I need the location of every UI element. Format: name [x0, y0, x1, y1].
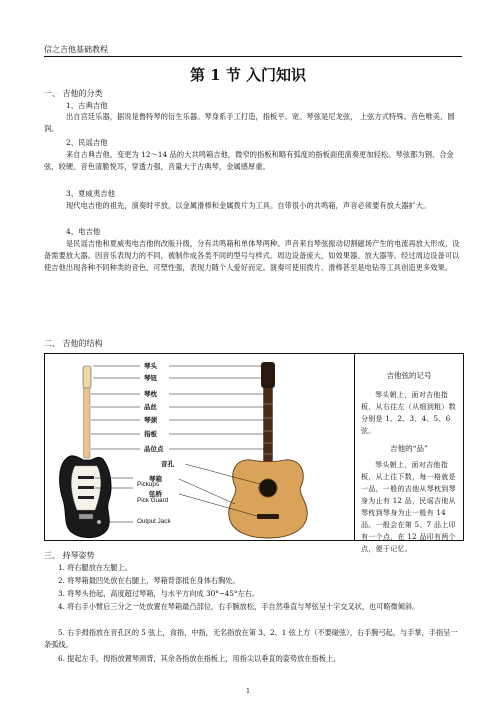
label-neck: 琴颈: [144, 416, 157, 424]
label-sound-hole: 音孔: [161, 460, 174, 468]
label-pick-guard: Pick Guard: [137, 497, 169, 504]
section-2-heading: 二、 吉他的结构: [44, 339, 103, 348]
string-notation-title: 吉他弦的记号: [386, 371, 432, 380]
item-classical-text: 出自宫廷乐器，据说是鲁特琴的衍生乐器。琴身系手工打造，指板平、宽。琴弦是尼龙弦， 上弦方式特殊。音色唯美、圆润。: [44, 112, 455, 133]
page-number: 1: [246, 688, 250, 695]
item-electric-heading: 4、电吉他: [66, 227, 101, 236]
label-bridge: 弦桥: [149, 490, 162, 498]
label-pickups: Pickups: [137, 481, 160, 488]
page-title: 第 1 节 入门知识: [189, 66, 307, 84]
step-1: 1. 将右腿放在左腿上。: [58, 563, 132, 572]
item-electric-text: 是民谣吉他和夏威夷电吉他的改版升级，分有共鸣箱和单体琴两种。声音来自琴弦振动切割磁场产生的电流再放大形成，设备需要放大器。因音乐表现力的不同，被制作成各类不同的型号与样式。周边设备庞大，如效果器、放大器等。经过周边设备可以使吉他出现各种不同种类的音色，可塑性强，表现力随个人爱好而定。演奏可使用拨片、滑棒甚至是电钻等工具创造更多效果。: [44, 239, 460, 272]
guitar-illustration: [45, 354, 354, 540]
label-body: 琴箱: [149, 475, 162, 483]
fret-notation-title: 吉他的“品”: [390, 444, 428, 453]
label-headstock: 琴头: [144, 362, 157, 370]
label-tuners: 琴钮: [144, 374, 157, 382]
running-header: 信之吉他基础教程: [44, 45, 108, 54]
label-fret-markers: 品位点: [144, 445, 164, 453]
guitar-structure-diagram: [44, 353, 464, 553]
label-frets: 品丝: [144, 403, 157, 411]
item-folk-heading: 2、民谣吉他: [66, 138, 108, 147]
section-1-heading: 一、 吉他的分类: [44, 89, 103, 98]
label-nut: 琴枕: [144, 390, 157, 398]
step-6: 6. 提起左手，拇指放置琴颈背，其余各指放在指板上，用指尖以垂直的姿势放在指板上，: [58, 654, 341, 663]
step-2: 2. 将琴箱最凹处放在右腿上，琴箱背部抵在身体右胸处。: [58, 576, 240, 585]
fret-notation-text: 琴头朝上，面对吉他指板，从上往下数，每一格就是一品，一般的吉他从琴枕到琴身为止有 12 品，民谣吉他从琴枕到琴身为止一般有 14 品。一般会在第 5、7 品上印有一个点，在 12 品印有两个点，便于记忆。: [361, 461, 456, 553]
item-folk-text: 来自古典吉他，变更为 12～14 品的大共鸣箱吉他，微窄的指板和略有弧度的指板面使演奏更加轻松。琴弦都为钢、合金弦，较硬。音色清脆悦耳，穿透力强，音量大于古典琴，金属感厚重。: [44, 150, 454, 171]
header-rule: [44, 56, 462, 57]
step-5: 5. 右手拇指放在音孔区的 5 弦上，食指，中指，无名指放在第 3、2、1 弦上方（不要碰弦），右手腕弓起，与手掌，手指呈一条弧线。: [44, 628, 458, 649]
item-hawaiian-text: 现代电吉他的祖先，演奏时平放，以金属滑棒和金属拨片为工具。自带很小的共鸣箱，声音必须要有放大器扩大。: [66, 201, 431, 210]
label-fingerboard: 指板: [144, 430, 157, 438]
section-3-heading: 三、 持琴姿势: [44, 551, 95, 560]
item-hawaiian-heading: 3、夏威夷吉他: [66, 189, 116, 198]
electric-guitar: [60, 366, 112, 538]
step-3: 3. 将琴头抬起，高度超过琴箱，与水平方向成 30°~45°左右。: [58, 589, 260, 598]
label-output-jack: Output Jack: [137, 518, 171, 525]
string-notation-text: 琴头朝上，面对吉他指板，从右往左（从细到粗）数分别是 1、2、3、4、5、6 弦。: [361, 391, 456, 435]
item-classical-heading: 1、古典吉他: [66, 101, 108, 110]
step-4: 4. 将右手小臂后三分之一处放置在琴箱最凸部位，右手腕放松，手自然垂直与琴弦呈十字交叉状，也可略微倾斜。: [58, 602, 420, 611]
